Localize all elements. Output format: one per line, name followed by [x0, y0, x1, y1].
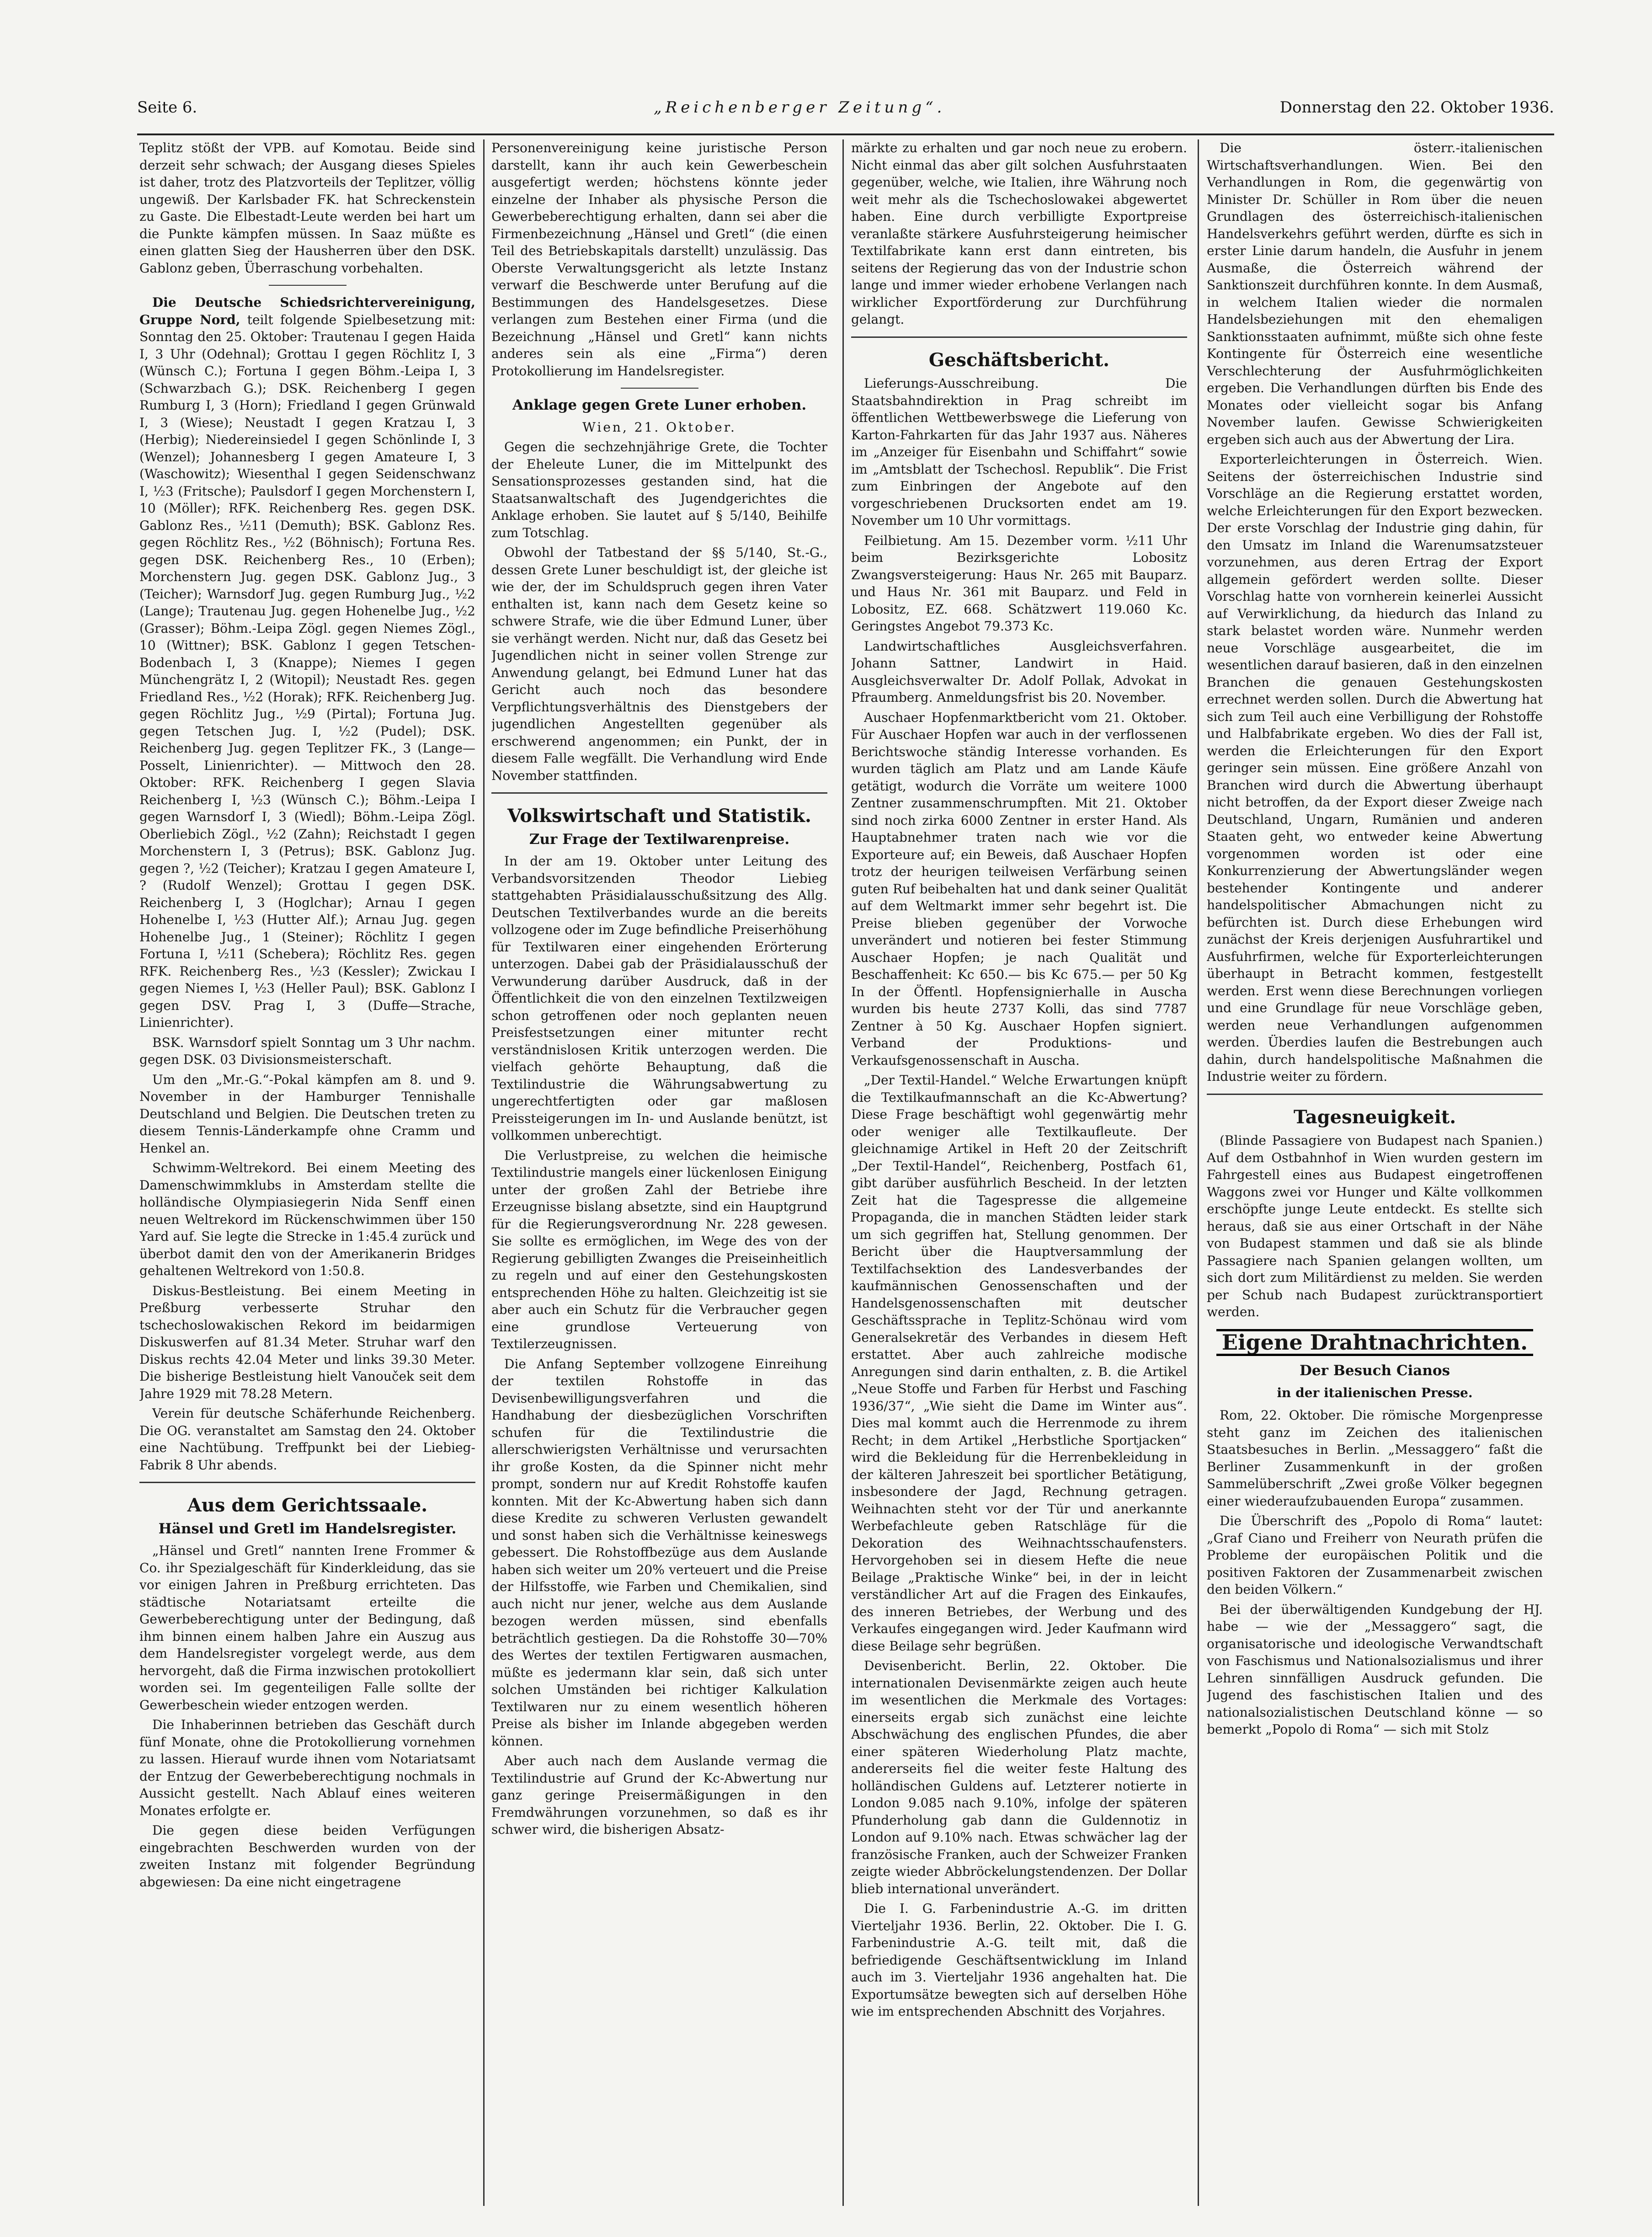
column-1: [139, 139, 475, 2206]
article-text: Aber auch nach dem Auslande vermag die Textilindustrie auf Grund der Kc-Abwertung nur ganz geringe Preisermäßigungen in den Fremdwährungen vorzunehmen, so daß es ihr schwer wird, die bisherigen Absatz-: [491, 1753, 827, 1837]
newspaper-title: „Reichenberger Zeitung“.: [654, 98, 946, 117]
page-header: [137, 98, 1554, 126]
article-text: Gegen die sechzehnjährige Grete, die Tochter der Eheleute Luner, die im Mittelpunkt des Sensationsprozesses gestanden sind, hat die Staatsanwaltschaft des Jugendgerichtes die Anklage erhoben. Sie lautet auf § 5/140, Beihilfe zum Totschlag.: [491, 439, 827, 540]
article-text: Die Inhaberinnen betrieben das Geschäft durch fünf Monate, ohne die Protokollierung vornehmen zu lassen. Hierauf wurde ihnen vom Notariatsamt der Entzug der Gewerbeberechtigung nochmals in Aussicht gestellt. Nach Ablauf eines weiteren Monates erfolgte er.: [139, 1717, 475, 1818]
page-number: Seite 6.: [137, 98, 197, 117]
column-2: [491, 139, 827, 2206]
column-3: [851, 139, 1187, 2206]
article-heading: Der Besuch Cianos: [1299, 1362, 1450, 1379]
article-text: Die Anfang September vollzogene Einreihung der textilen Rohstoffe in das Devisenbewilligungsverfahren und die Handhabung der diesbezüglichen Vorschriften schufen für die Textilindustrie die allerschwierigsten Verhältnisse und verursachten ihr große Kosten, da die Spinner nicht mehr prompt, sondern nur auf Kredit Rohstoffe kaufen konnten. Mit der Kc-Abwertung haben sich dann diese Kredite zu schweren Verlusten gewandelt und sonst haben sich die Verhältnisse keineswegs gebessert. Die Rohstoffbezüge aus dem Auslande haben sich weiter um 20% verteuert und die Preise der Hilfsstoffe, wie Farben und Chemikalien, sind auch nicht nur jener, welche aus dem Auslande bezogen werden müssen, sind ebenfalls beträchtlich gestiegen. Da die Rohstoffe 30—70% des Wertes der textilen Fertigwaren ausmachen, müßte es jedermann klar sein, daß sich unter solchen Umständen bei richtiger Kalkulation Textilwaren nur zu einem wesentlich höheren Preise als bisher im Inlande abgegeben werden können.: [491, 1356, 827, 1749]
column-4: [1207, 139, 1543, 2206]
article-heading: Zur Frage der Textilwarenpreise.: [529, 831, 790, 848]
wire-news-banner: [1207, 1329, 1543, 1356]
section-heading: Eigene Drahtnachrichten.: [1216, 1329, 1533, 1356]
issue-date: Donnerstag den 22. Oktober 1936.: [1279, 98, 1554, 117]
dateline: Wien, 21. Oktober.: [582, 419, 736, 435]
separator: [851, 336, 1187, 338]
article-text: Die gegen diese beiden Verfügungen eingebrachten Beschwerden wurden von der zweiten Instanz mit folgender Begründung abgewiesen: Da eine nicht eingetragene: [139, 1823, 475, 1890]
article-text: Die Überschrift des „Popolo di Roma“ lautet: „Graf Ciano und Freiherr von Neurath prüfen die Probleme der europäischen Politik und die positiven Faktoren der Zusammenarbeit zwischen den beiden Völkern.“: [1207, 1513, 1543, 1597]
header-rule: [137, 133, 1554, 135]
article-text: In der am 19. Oktober unter Leitung des Verbandsvorsitzenden Theodor Liebieg stattgehabten Präsidialausschußsitzung des Allg. Deutschen Textilverbandes wurde an die bereits vollzogene oder im Zuge befindliche Preiserhöhung für Textilwaren einer eingehenden Erörterung unterzogen. Dabei gab der Präsidialausschuß der Verwunderung darüber Ausdruck, daß in der Öffentlichkeit die von den einzelnen Textilzweigen schon getroffenen oder noch geplanten neuen Preisfestsetzungen einer mitunter recht verständnislosen Kritik unterzogen werden. Die vielfach gehörte Behauptung, daß die Textilindustrie die Währungsabwertung zu ungerechtfertigten oder gar maßlosen Preissteigerungen im In- und Auslande benützt, ist vollkommen unberechtigt.: [491, 854, 827, 1143]
article-text: Landwirtschaftliches Ausgleichsverfahren. Johann Sattner, Landwirt in Haid. Ausgleichsverwalter Dr. Adolf Pollak, Advokat in Pfraumberg. Anmeldungsfrist bis 20. November.: [851, 638, 1187, 705]
article-heading: Anklage gegen Grete Luner erhoben.: [512, 397, 807, 413]
column-rule: [842, 139, 844, 2206]
article-text: Die Verlustpreise, zu welchen die heimische Textilindustrie mangels einer lückenlosen Einigung unter der großen Zahl der Betriebe ihre Erzeugnisse bislang absetzte, sind ein Hauptgrund für die Regierungsverordnung Nr. 228 gewesen. Sie sollte es ermöglichen, im Wege des von der Regierung gebilligten Zwanges die Preiseinheitlich zu regeln und auf einer den Gestehungskosten entsprechenden Höhe zu halten. Gleichzeitig ist sie aber auch ein Schutz für die Verbraucher gegen eine grundlose Verteuerung von Textilerzeugnissen.: [491, 1148, 827, 1351]
article-text: Personenvereinigung keine juristische Person darstellt, kann ihr auch kein Gewerbeschein ausgefertigt werden; höchstens könnte jeder einzelne der Inhaber als physische Person die Gewerbeberechtigung erhalten, dann sei aber die Firmenbezeichnung „Hänsel und Gretl“ (die einen Teil des Betriebskapitals darstellt) unzulässig. Das Oberste Verwaltungsgericht als letzte Instanz verwarf die Beschwerde unter Berufung auf die Bestimmungen des Handelsgesetzes. Diese verlangen zum Bestehen einer Firma (und die Bezeichnung „Hänsel und Gretl“ kann nichts anderes sein als eine „Firma“) deren Protokollierung im Handelsregister.: [491, 140, 827, 379]
column-rule: [483, 139, 485, 2206]
column-rule: [1198, 139, 1199, 2206]
article-text: Diskus-Bestleistung. Bei einem Meeting in Preßburg verbesserte Struhar den tschechoslowakischen Rekord im beidarmigen Diskuswerfen auf 81.34 Meter. Struhar warf den Diskus rechts 42.04 Meter und links 39.30 Meter. Die bisherige Bestleistung hielt Vanouček seit dem Jahre 1929 mit 78.28 Metern.: [139, 1283, 475, 1401]
article-heading: Hänsel und Gretl im Handelsregister.: [158, 1520, 457, 1537]
section-heading: Aus dem Gerichtssaale.: [187, 1495, 428, 1516]
section-heading: Tagesneuigkeit.: [1293, 1106, 1456, 1128]
article-text: Exporterleichterungen in Österreich. Wien. Seitens der österreichischen Industrie sind Vorschläge an die Regierung erstattet worden, welche Erleichterungen für den Export bezwecken. Der erste Vorschlag der Industrie ging dahin, für den Umsatz im Inland die Warenumsatzsteuer vorzunehmen, aus deren Ertrag der Export allgemein gefördert werden sollte. Dieser Vorschlag hatte von vornherein keinerlei Aussicht auf Verwirklichung, da hiedurch das Inland zu stark belastet worden wäre. Nunmehr werden neue Vorschläge ausgearbeitet, die im wesentlichen darauf basieren, daß in den einzelnen Branchen die genauen Gestehungskosten errechnet werden sollen. Durch die Abwertung hat sich zum Teil auch eine Verbilligung der Rohstoffe und Halbfabrikate ergeben. Wo dies der Fall ist, werden die Erleichterungen für den Export geringer sein müssen. Eine größere Anzahl von Branchen wird durch die Abwertung überhaupt nicht betroffen, da der Export dieser Zweige nach Deutschland, Ungarn, Rumänien und anderen Staaten geht, wo entweder keine Abwertung vorgenommen worden ist oder eine Konkurrenzierung der Abwertungsländer wegen bestehender Kontingente und anderer handelspolitischer Abmachungen nicht zu befürchten ist. Durch diese Erhebungen wird zunächst der Kreis derjenigen Ausfuhrartikel und Ausfuhrfirmen, welche für Exporterleichterungen überhaupt in Betracht kommen, festgestellt werden. Erst wenn diese Berechnungen vorliegen und eine Grundlage für neue Vorschläge geben, werden neue Verhandlungen aufgenommen werden. Überdies laufen die Bestrebungen auch dahin, durch handelspolitische Maßnahmen die Industrie weiter zu fördern.: [1207, 452, 1543, 1084]
article-text: Obwohl der Tatbestand der §§ 5/140, St.-G., dessen Grete Luner beschuldigt ist, der gleiche ist wie der, der im Schuldspruch gegen ihren Vater enthalten ist, kann nach dem Gesetz keine so schwere Strafe, wie die über Edmund Luner, über sie verhängt werden. Nicht nur, daß das Gesetz bei Jugendlichen nicht in seiner vollen Strenge zur Anwendung gelangt, bei Edmund Luner hat das Gericht auch noch das besondere Verpflichtungsverhältnis des Dienstgebers der jugendlichen Angestellten gegenüber als erschwerend angenommen; ein Punkt, der in diesem Falle wegfällt. Die Verhandlung wird Ende November stattfinden.: [491, 545, 827, 783]
article-text: Auschaer Hopfenmarktbericht vom 21. Oktober. Für Auschaer Hopfen war auch in der verflossenen Berichtswoche ständig Interesse vorhanden. Es wurden täglich am Platz und am Lande Käufe getätigt, wodurch die Vorräte um weitere 1000 Zentner zusammenschrumpften. Mit 21. Oktober sind noch zirka 6000 Zentner in erster Hand. Als Hauptabnehmer traten nach wie vor die Exporteure auf; ein Beweis, daß Auschaer Hopfen trotz der heurigen teilweisen Verfärbung seinen guten Ruf beibehalten hat und dank seiner Qualität auf dem Weltmarkt immer sehr begehrt ist. Die Preise blieben gegenüber der Vorwoche unverändert und notieren bei fester Stimmung Auschaer Hopfen; je nach Qualität und Beschaffenheit: Kc 650.— bis Kc 675.— per 50 Kg In der Öffentl. Hopfensignierhalle in Auscha wurden bis heute 2737 Kolli, das sind 7787 Zentner à 50 Kg. Auschaer Hopfen signiert. Verband der Produktions- und Verkaufsgenossenschaft in Auscha.: [851, 710, 1187, 1068]
article-text: Rom, 22. Oktober. Die römische Morgenpresse steht ganz im Zeichen des italienischen Staatsbesuches in Berlin. „Messaggero“ faßt die Berliner Zusammenkunft in der großen Sammelüberschrift „Zwei große Völker begegnen einer wiederaufzubauenden Europa“ zusammen.: [1207, 1408, 1543, 1509]
section-heading: Volkswirtschaft und Statistik.: [507, 805, 811, 827]
article-text: Devisenbericht. Berlin, 22. Oktober. Die internationalen Devisenmärkte zeigen auch heute im wesentlichen die Merkmale des Vortages: einerseits ergab sich zunächst eine leichte Abschwächung des englischen Pfundes, die aber einer späteren Wiederholung Platz machte, andererseits fiel die weiter feste Haltung des holländischen Guldens auf. Letzterer notierte in London 9.085 nach 9.10%, infolge der späteren Pfunderholung gab dann die Guldennotiz in London auf 9.10% nach. Etwas schwächer lag der französische Franken, auch der Schweizer Franken zeigte wieder Abbröckelungstendenzen. Der Dollar blieb international unverändert.: [851, 1658, 1187, 1896]
article-text: Um den „Mr.-G.“-Pokal kämpfen am 8. und 9. November in der Hamburger Tennishalle Deutschland und Belgien. Die Deutschen treten zu diesem Tennis-Länderkampfe ohne Cramm und Henkel an.: [139, 1072, 475, 1156]
separator: [1207, 1094, 1543, 1095]
article-text: teilt folgende Spielbesetzung mit: Sonntag den 25. Oktober: Trautenau I gegen Haida I, 3 Uhr (Odehnal); Grottau I gegen Röchlitz I, 3 (Wünsch C.); Fortuna I gegen Böhm.-Leipa I, 3 (Schwarzbach G.); DSK. Reichenberg I gegen Rumburg I, 3 (Horn); Friedland I gegen Grünwald I, 3 (Wiese); Neustadt I gegen Kratzau I, 3 (Herbig); Niedereinsiedel I gegen Schönlinde I, 3 (Wenzel); Johannesberg I gegen Amateure I, 3 (Waschowitz); Wiesenthal I gegen Seidenschwanz I, ½3 (Fritsche); Paulsdorf I gegen Morchenstern I, 10 (Möller); RFK. Reichenberg Res. gegen DSK. Gablonz Res., ½11 (Demuth); BSK. Gablonz Res. gegen Röchlitz Res., ½2 (Böhnisch); Fortuna Res. gegen DSK. Reichenberg Res., 10 (Erben); Morchenstern Jug. gegen DSK. Gablonz Jug., 3 (Teicher); Warnsdorf Jug. gegen Rumburg Jug., ½2 (Lange); Trautenau Jug. gegen Hohenelbe Jug., ½2 (Grasser); Böhm.-Leipa Zögl. gegen Niemes Zögl., 10 (Wittner); BSK. Gablonz I gegen Tetschen-Bodenbach I, 3 (Knappe); Niemes I gegen Münchengrätz I, 2 (Witopil); Neustadt Res. gegen Friedland Res., ½2 (Horak); RFK. Reichenberg Jug. gegen Röchlitz Jug., ½9 (Pirtal); Fortuna Jug. gegen Tetschen Jug. I, ½2 (Pudel); DSK. Reichenberg Jug. gegen Teplitzer FK., 3 (Lange—Posselt, Linienrichter). — Mittwoch den 28. Oktober: RFK. Reichenberg I gegen Slavia Reichenberg I, ½3 (Wünsch C.); Böhm.-Leipa I gegen Warnsdorf I, 3 (Wiedl); Böhm.-Leipa Zögl. Oberliebich Zögl., ½2 (Zahn); Reichstadt I gegen Morchenstern I, 3 (Petrus); BSK. Gablonz Jug. gegen ?, ½2 (Teicher); Kratzau I gegen Amateure I, ? (Rudolf Wenzel); Grottau I gegen DSK. Reichenberg I, 3 (Hoglchar); Arnau I gegen Hohenelbe I, ½3 (Hutter Alf.); Arnau Jug. gegen Hohenelbe Jug., 1 (Steiner); Röchlitz I gegen Fortuna I, ½11 (Schebera); Röchlitz Res. gegen RFK. Reichenberg Res., ½3 (Kessler); Zwickau I gegen Niemes I, ½3 (Heller Paul); BSK. Gablonz I gegen DSV. Prag I, 3 (Duffe—Strache, Linienrichter).: [139, 312, 475, 1030]
item-heading: Die Deutsche Schiedsrichtervereinigung, Gruppe Nord,: [139, 295, 475, 327]
article-text: Feilbietung. Am 15. Dezember vorm. ½11 Uhr beim Bezirksgerichte Lobositz Zwangsversteigerung: Haus Nr. 265 mit Bauparz. und Haus Nr. 361 mit Bauparz. und Feld in Lobositz, EZ. 668. Schätzwert 119.060 Kc. Geringstes Angebot 79.373 Kc.: [851, 533, 1187, 634]
article-subheading: in der italienischen Presse.: [1277, 1385, 1473, 1400]
article-text: märkte zu erhalten und gar noch neue zu erobern. Nicht einmal das aber gilt solchen Ausfuhrstaaten gegenüber, welche, wie Italien, ihre Währung noch weit mehr als die Tschechoslowakei abgewertet haben. Eine durch verbilligte Exportpreise veranlaßte stärkere Ausfuhrsteigerung heimischer Textilfabrikate kann erst dann eintreten, bis seitens der Regierung das von der Industrie schon lange und immer wieder erhobene Verlangen nach wirklicher Exportförderung zur Durchführung gelangt.: [851, 140, 1187, 327]
article-text: „Hänsel und Gretl“ nannten Irene Frommer & Co. ihr Spezialgeschäft für Kinderkleidung, das sie vor einigen Jahren in Preßburg errichteten. Das städtische Notariatsamt erteilte die Gewerbeberechtigung unter der Bedingung, daß ihm binnen einem halben Jahre ein Auszug aus dem Handelsregister vorgelegt werde, aus dem hervorgeht, daß die Firma inzwischen protokolliert worden sei. Im gegenteiligen Falle sollte der Gewerbeschein wieder entzogen werden.: [139, 1543, 475, 1713]
separator: [621, 388, 698, 389]
separator: [139, 1482, 475, 1483]
article-text: Schwimm-Weltrekord. Bei einem Meeting des Damenschwimmklubs in Amsterdam stellte die holländische Olympiasiegerin Nida Senff einen neuen Weltrekord im Rückenschwimmen über 150 Yard auf. Sie legte die Strecke in 1:45.4 zurück und überbot damit den von der Amerikanerin Bridges gehaltenen Weltrekord von 1:50.8.: [139, 1160, 475, 1278]
article-text: Bei der überwältigenden Kundgebung der HJ. habe — wie der „Messaggero“ sagt, die organisatorische und ideologische Verwandtschaft von Faschismus und Nationalsozialismus und ihrer Lehren sinnfälligen Ausdruck gefunden. Die Jugend des faschistischen Italien und des nationalsozialistischen Deutschland könne — so bemerkt „Popolo di Roma“ — sich mit Stolz: [1207, 1602, 1543, 1737]
article-text: (Blinde Passagiere von Budapest nach Spanien.) Auf dem Ostbahnhof in Wien wurden gestern im Fahrgestell eines aus Budapest eingetroffenen Waggons zwei vor Hunger und Kälte vollkommen erschöpfte junge Leute entdeckt. Es stellte sich heraus, daß sie aus einer Ortschaft in der Nähe von Budapest stammen und daß sie als blinde Passagiere nach Spanien gelangen wollten, um sich dort zum Militärdienst zu melden. Sie werden per Schub nach Budapest zurücktransportiert werden.: [1207, 1133, 1543, 1319]
separator: [491, 792, 827, 794]
article-text: „Der Textil-Handel.“ Welche Erwartungen knüpft die Textilkaufmannschaft an die Kc-Abwertung? Diese Frage beschäftigt wohl gegenwärtig mehr oder weniger alle Textilkaufleute. Der gleichnamige Artikel in Heft 20 der Zeitschrift „Der Textil-Handel“, Reichenberg, Postfach 61, gibt darüber ausführlich Bescheid. In der letzten Zeit hat die Tagespresse die allgemeine Propaganda, die in manchen Städten leider stark um sich gegriffen hat, Stellung genommen. Der Bericht über die Hauptversammlung der Textilfachsektion des Landesverbandes der kaufmännischen Genossenschaften und der Handelsgenossenschaften mit deutscher Geschäftssprache in Teplitz-Schönau wird vom Generalsekretär des Verbandes in diesem Heft erstattet. Aber auch zahlreiche modische Anregungen sind darin enthalten, z. B. die Artikel „Neue Stoffe und Farben für Herbst und Fasching 1936/37“, „Wie sieht die Dame im Winter aus“. Dies mal kommt auch die Herrenmode zu ihrem Recht; in dem Artikel „Herbstliche Sportjacken“ wird die Bekleidung für die Herrenbekleidung in der kälteren Jahreszeit bei sportlicher Betätigung, insbesondere der Jagd, Rechnung getragen. Weihnachten steht vor der Tür und anerkannte Werbefachleute geben Ratschläge für die Dekoration des Weihnachtsschaufensters. Hervorgehoben sei in diesem Hefte die neue Beilage „Praktische Winke“ bei, in der in leicht verständlicher Art auf die Fragen des Einkaufes, des inneren Betriebes, der Werbung und des Verkaufes eingegangen wird. Jeder Kaufmann wird diese Beilage sehr begrüßen.: [851, 1073, 1187, 1654]
section-heading: Geschäftsbericht.: [928, 349, 1110, 371]
article-text: Teplitz stößt der VPB. auf Komotau. Beide sind derzeit sehr schwach; der Ausgang dieses Spieles ist daher, trotz des Platzvorteils der Teplitzer, völlig ungewiß. Der Karlsbader FK. hat Schreckenstein zu Gaste. Die Elbestadt-Leute werden bei hart um die Punkte kämpfen müssen. In Saaz müßte es einen glatten Sieg der Hausherren über den DSK. Gablonz geben, Überraschung vorbehalten.: [139, 140, 475, 276]
article-text: Lieferungs-Ausschreibung. Die Staatsbahndirektion in Prag schreibt im öffentlichen Wettbewerbswege die Lieferung von Karton-Fahrkarten für das Jahr 1937 aus. Näheres im „Anzeiger für Eisenbahn und Schiffahrt“ sowie im „Amtsblatt der Tschechosl. Republik“. Die Frist zum Einbringen der Angebote auf den vorgeschriebenen Drucksorten endet am 19. November um 10 Uhr vormittags.: [851, 376, 1187, 528]
article-text: Die österr.-italienischen Wirtschaftsverhandlungen. Wien. Bei den Verhandlungen in Rom, die gegenwärtig von Minister Dr. Schüller in Rom über die neuen Grundlagen des österreichisch-italienischen Handelsverkehrs geführt werden, dürfte es sich in erster Linie darum handeln, die Ausfuhr in jenem Ausmaße, die Österreich während der Sanktionszeit durchführen konnte. In dem Ausmaß, in welchem Italien wieder die normalen Handelsbeziehungen mit den ehemaligen Sanktionsstaaten aufnimmt, müßte sich ohne feste Kontingente für Österreich eine wesentliche Verschlechterung der Ausfuhrmöglichkeiten ergeben. Die Verhandlungen dürften bis Ende des Monates oder vielleicht sogar bis Anfang November laufen. Gewisse Schwierigkeiten ergeben sich auch aus der Abwertung der Lira.: [1207, 140, 1543, 447]
separator: [269, 285, 346, 286]
article-text: Verein für deutsche Schäferhunde Reichenberg. Die OG. veranstaltet am Samstag den 24. Oktober eine Nachtübung. Treffpunkt bei der Liebieg-Fabrik 8 Uhr abends.: [139, 1406, 475, 1473]
article-text: BSK. Warnsdorf spielt Sonntag um 3 Uhr nachm. gegen DSK. 03 Divisionsmeisterschaft.: [139, 1035, 475, 1067]
article-text: Die I. G. Farbenindustrie A.-G. im dritten Vierteljahr 1936. Berlin, 22. Oktober. Die I. G. Farbenindustrie A.-G. teilt mit, daß die befriedigende Geschäftsentwicklung im Inland auch im 3. Vierteljahr 1936 angehalten hat. Die Exportumsätze bewegten sich auf derselben Höhe wie im entsprechenden Abschnitt des Vorjahres.: [851, 1901, 1187, 2019]
